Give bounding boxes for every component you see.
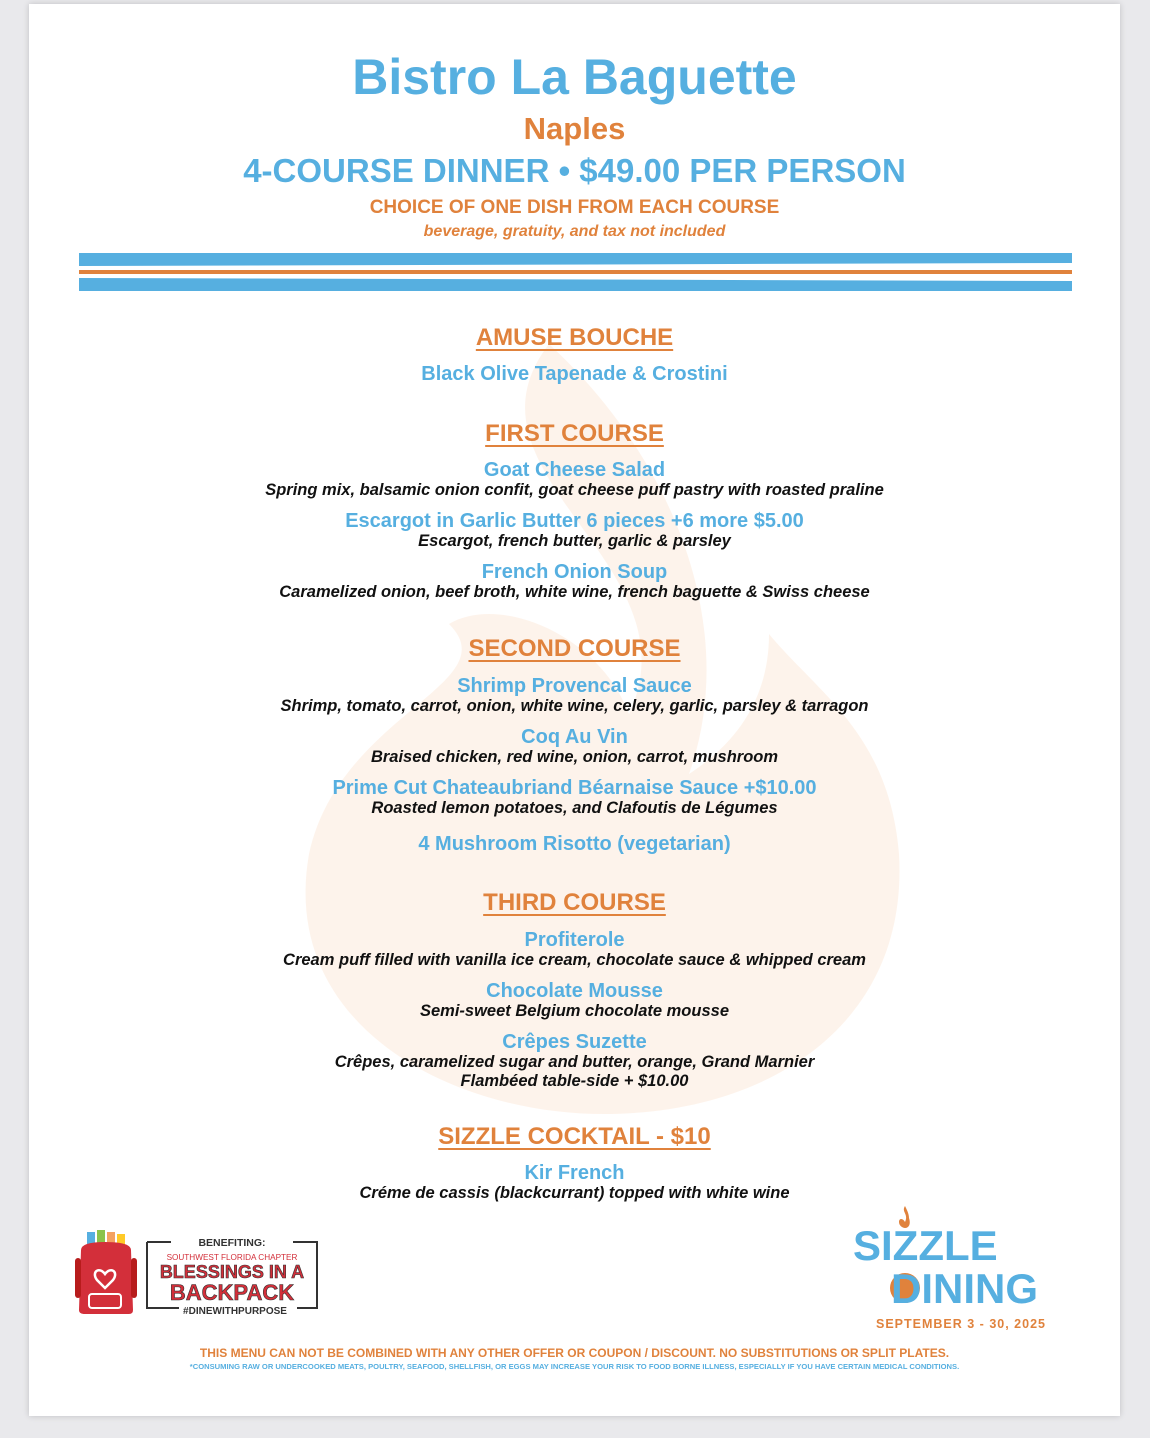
blessings-in-a-backpack-logo — [75, 1228, 325, 1320]
amuse-bouche-heading: AMUSE BOUCHE — [475, 324, 674, 351]
third-course-heading: THIRD COURSE — [483, 889, 666, 916]
dish-description: Spring mix, balsamic onion confit, goat cheese puff pastry with roasted praline — [265, 481, 884, 499]
city-name: Naples — [523, 111, 626, 146]
dish-description: Braised chicken, red wine, onion, carrot, mushroom — [370, 748, 779, 766]
dish-description: Cream puff filled with vanilla ice cream, chocolate sauce & whipped cream — [283, 951, 866, 969]
cocktail-name: Kir French — [524, 1162, 625, 1184]
dish-name: Goat Cheese Salad — [483, 459, 666, 481]
event-dates: SEPTEMBER 3 - 30, 2025 — [876, 1317, 1046, 1331]
amuse-dish: Black Olive Tapenade & Crostini — [421, 363, 728, 385]
chapter-label: SOUTHWEST FLORIDA CHAPTER — [166, 1253, 298, 1262]
dish-name: Profiterole — [524, 929, 625, 951]
menu-page — [29, 4, 1120, 1416]
dish-name: French Onion Soup — [481, 561, 668, 583]
benefiting-label: BENEFITING: — [198, 1237, 266, 1249]
dish-name: Escargot in Garlic Butter 6 pieces +6 more $5.00 — [345, 510, 804, 532]
beverage-note: beverage, gratuity, and tax not included — [423, 223, 726, 240]
cocktail-heading: SIZZLE COCKTAIL - $10 — [438, 1123, 711, 1150]
second-course-heading: SECOND COURSE — [468, 635, 681, 662]
first-course-heading: FIRST COURSE — [485, 420, 664, 447]
dining-word: DINING — [891, 1265, 1038, 1312]
restaurant-name: Bistro La Baguette — [352, 49, 797, 105]
dish-name: 4 Mushroom Risotto (vegetarian) — [418, 833, 731, 855]
dish-name: Crêpes Suzette — [502, 1031, 647, 1053]
dish-description: Crêpes, caramelized sugar and butter, orange, Grand Marnier — [334, 1053, 815, 1071]
blessings-line2: BACKPACK — [169, 1280, 295, 1305]
dish-description: Escargot, french butter, garlic & parsley — [418, 532, 731, 550]
sizzle-dining-logo — [847, 1204, 1077, 1334]
dish-name: Prime Cut Chateaubriand Béarnaise Sauce +$10.00 — [332, 777, 817, 799]
decorative-stripes — [79, 251, 1072, 293]
dish-description: Roasted lemon potatoes, and Clafoutis de Légumes — [371, 799, 778, 817]
dish-name: Chocolate Mousse — [486, 980, 663, 1002]
dish-description: Caramelized onion, beef broth, white wine, french baguette & Swiss cheese — [279, 583, 870, 601]
dish-name: Shrimp Provencal Sauce — [457, 675, 692, 697]
sizzle-word: SIZZLE — [853, 1222, 998, 1269]
cocktail-description: Créme de cassis (blackcurrant) topped with white wine — [359, 1184, 790, 1202]
combination-notice: THIS MENU CAN NOT BE COMBINED WITH ANY OTHER OFFER OR COUPON / DISCOUNT. NO SUBSTITUTIONS OR SPLIT PLATES. — [199, 1346, 950, 1360]
backpack-icon — [75, 1230, 137, 1314]
dish-description: Semi-sweet Belgium chocolate mousse — [419, 1002, 729, 1020]
dish-description: Shrimp, tomato, carrot, onion, white wine, celery, garlic, parsley & tarragon — [280, 697, 869, 715]
dish-name: Coq Au Vin — [521, 726, 628, 748]
blessings-line1: BLESSINGS IN A — [159, 1262, 305, 1282]
food-safety-warning: *CONSUMING RAW OR UNDERCOOKED MEATS, POULTRY, SEAFOOD, SHELLFISH, OR EGGS MAY INCREASE YOUR RISK TO FOOD BORNE ILLNESS, ESPECIALLY IF YOU HAVE CERTAIN MEDICAL CONDITIONS. — [189, 1362, 960, 1371]
hashtag-label: #DINEWITHPURPOSE — [183, 1306, 287, 1317]
price-line: 4-COURSE DINNER • $49.00 PER PERSON — [243, 152, 906, 189]
choice-note: CHOICE OF ONE DISH FROM EACH COURSE — [369, 197, 780, 218]
dish-description-extra: Flambéed table-side + $10.00 — [460, 1072, 689, 1090]
